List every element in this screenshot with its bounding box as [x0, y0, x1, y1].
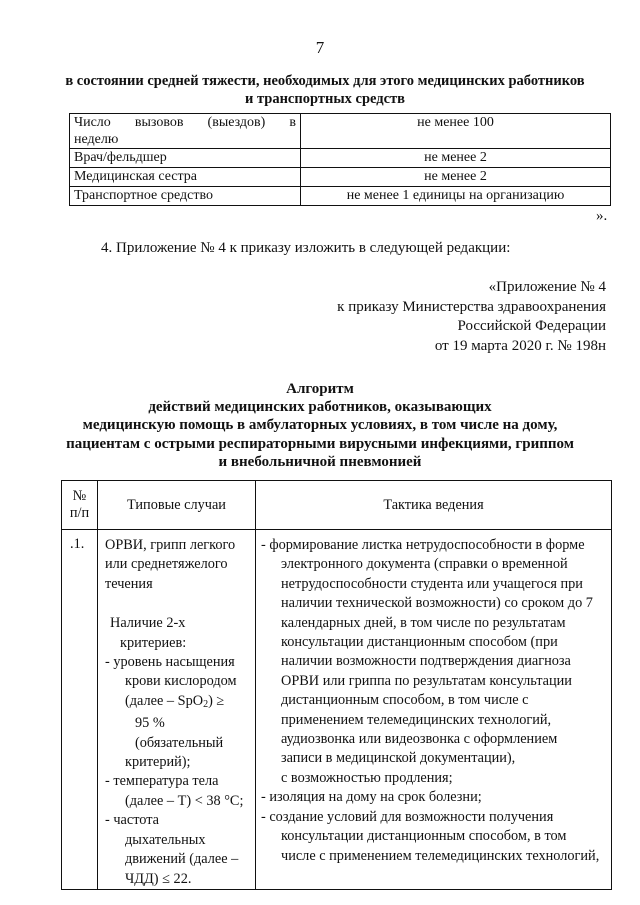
criteria-intro: Наличие 2-х критериев:	[110, 615, 187, 651]
table-cell-label: Врач/фельдшер	[70, 149, 301, 168]
title-line: медицинскую помощь в амбулаторных условиях, в том числе на дому,	[82, 417, 558, 434]
criterion-respiratory-rate: - частота дыхательных движений (далее – ЧДД) ≤ 22.	[105, 812, 239, 887]
closing-quote: ».	[596, 208, 608, 224]
title-line: и внебольничной пневмонией	[218, 453, 422, 470]
title-line: действий медицинских работников, оказывающих	[148, 399, 492, 416]
table-row	[70, 168, 611, 187]
table-cell-label: Транспортное средство	[70, 187, 301, 206]
algorithm-title	[40, 380, 600, 471]
header-case: Типовые случаи	[98, 481, 256, 530]
table-row	[62, 530, 612, 890]
heading-line: и транспортных средств	[244, 91, 405, 107]
table-cell-value: не менее 2	[301, 149, 611, 168]
algorithm-table	[61, 480, 612, 890]
staff-table	[69, 113, 611, 206]
table-row	[70, 149, 611, 168]
page-number: 7	[315, 38, 325, 57]
tactics-cell	[256, 530, 612, 890]
table-cell-value: не менее 2	[301, 168, 611, 187]
appendix-line: «Приложение № 4	[488, 279, 606, 295]
header-tactics: Тактика ведения	[256, 481, 612, 530]
appendix-line: от 19 марта 2020 г. № 198н	[434, 337, 606, 354]
title-line: пациентам с острыми респираторными вирусными инфекциями, гриппом	[66, 435, 574, 452]
header-number: № п/п	[62, 481, 98, 530]
title-line: Алгоритм	[286, 381, 354, 397]
appendix-line: Российской Федерации	[457, 318, 606, 334]
section-heading	[60, 72, 590, 108]
appendix-line: к приказу Министерства здравоохранения	[337, 298, 606, 315]
table-header-row	[62, 481, 612, 530]
paragraph-item-4: 4. Приложение № 4 к приказу изложить в следующей редакции:	[101, 240, 511, 256]
table-row	[70, 114, 611, 149]
table-cell-label: Медицинская сестра	[70, 168, 301, 187]
row-number: .1.	[62, 530, 98, 890]
criterion-temperature: - температура тела (далее – T) < 38 °С;	[105, 773, 244, 809]
case-cell	[98, 530, 256, 890]
heading-line: в состоянии средней тяжести, необходимых для этого медицинских работников	[65, 73, 585, 89]
case-description: ОРВИ, грипп легкого или среднетяжелого течения	[105, 537, 236, 592]
table-cell-value: не менее 100	[301, 114, 611, 149]
tactic-remote-consultation: - создание условий для возможности получения консультации дистанционным способом, в том числе с применением телемедицинских технологий,	[261, 808, 600, 864]
tactic-sick-leave: - формирование листка нетрудоспособности в форме электронного документа (справки о временной нетрудоспособности студента или учащегося при наличии технической возможности) со сроком до 7 календарных дней, в том числе по результатам консультации дистанционным способом (при наличии возможности подтверждения диагноза ОРВИ или гриппа по результатам консультации дистанционным способом, в том числе с применением телемедицинских технологий, аудиозвонка или видеозвонка с оформлением записи в медицинской документации), с возможностью продления;	[261, 537, 593, 786]
appendix-reference	[337, 278, 606, 356]
tactic-home-isolation: - изоляция на дому на срок болезни;	[261, 789, 482, 806]
table-row	[70, 187, 611, 206]
criterion-spo2: - уровень насыщения крови кислородом (далее – SpO$_2$) ≥ 95 % (обязательный критерий);	[105, 654, 237, 771]
table-cell-value: не менее 1 единицы на организацию	[301, 187, 611, 206]
table-cell-label: Число вызовов (выездов) в неделю	[70, 114, 301, 149]
